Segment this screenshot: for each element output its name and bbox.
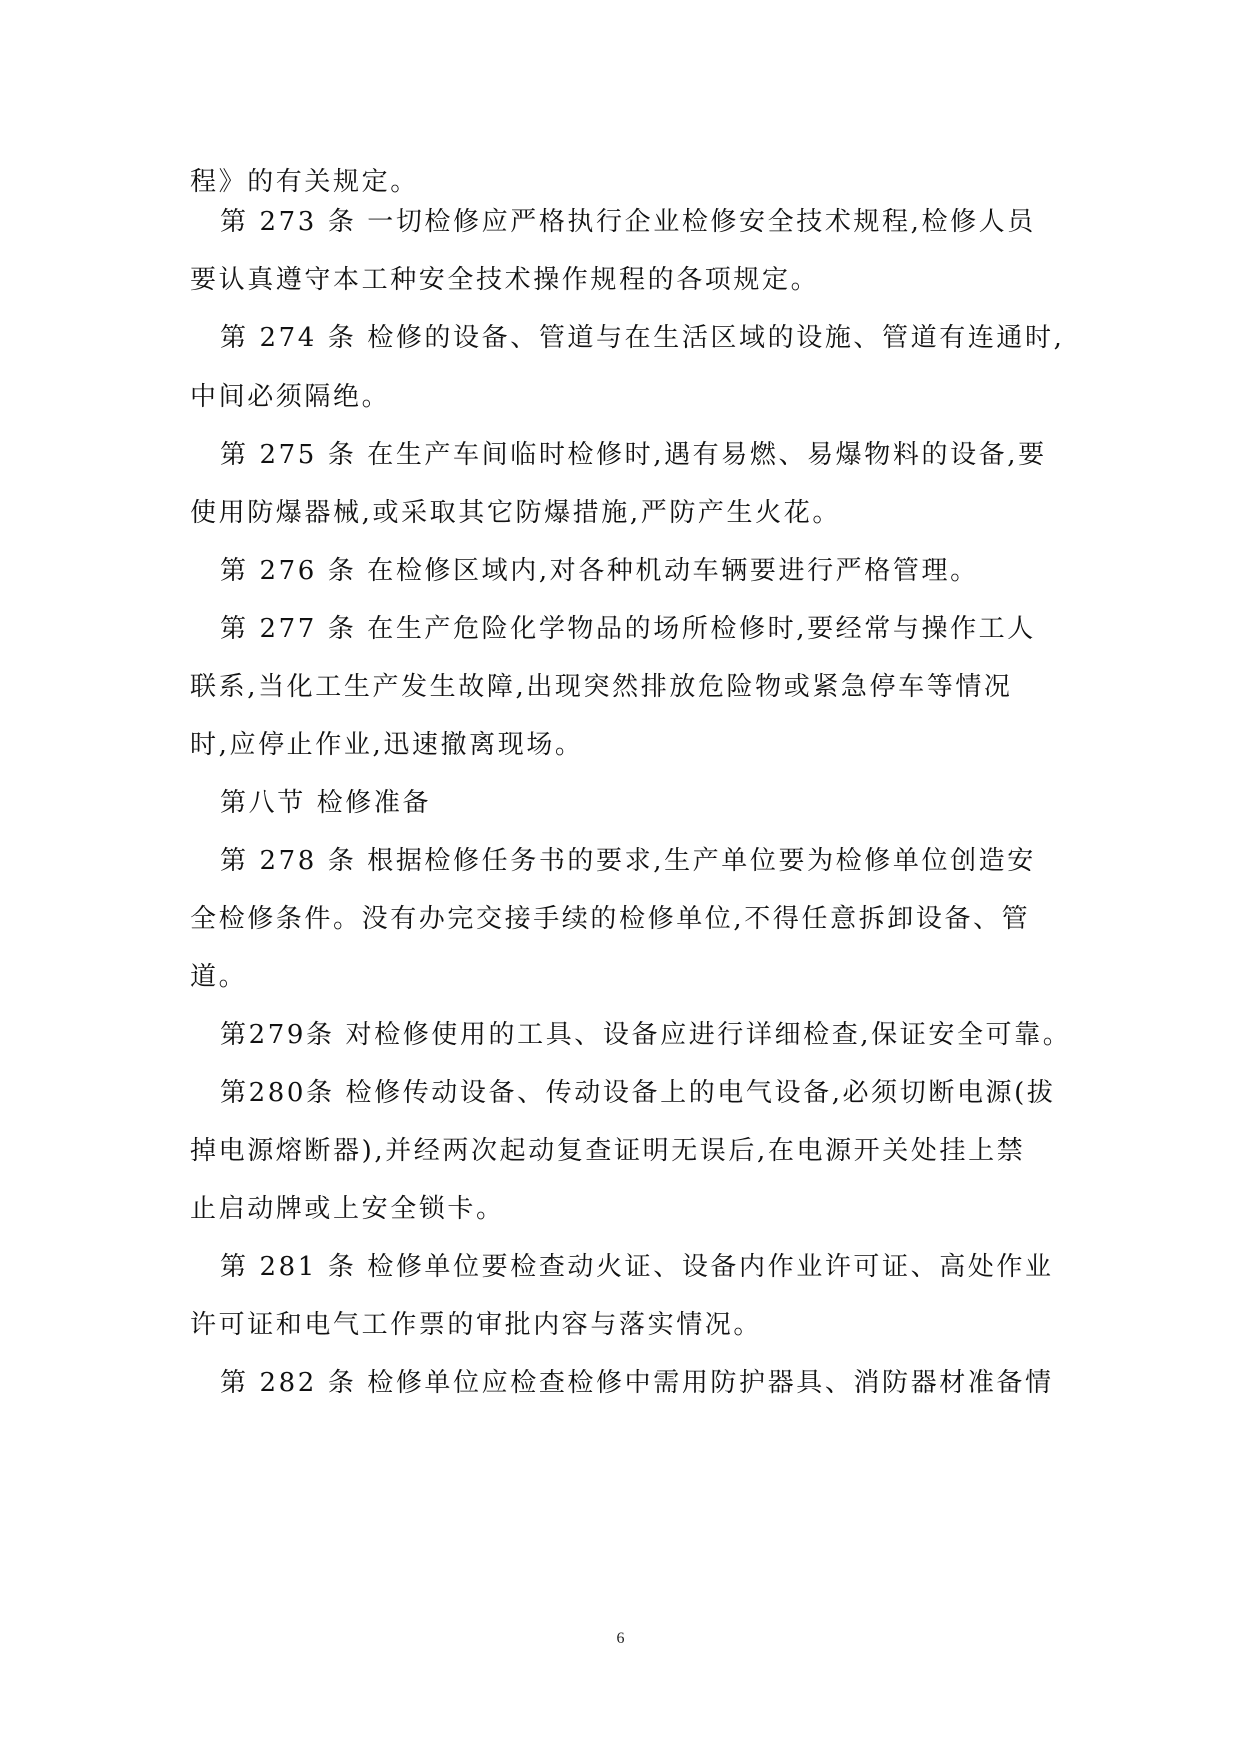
article-273-line-1: 第 273 条 一切检修应严格执行企业检修安全技术规程,检修人员	[220, 207, 1036, 237]
article-273-line-2: 要认真遵守本工种安全技术操作规程的各项规定。	[190, 265, 820, 295]
article-280-line-2: 掉电源熔断器),并经两次起动复查证明无误后,在电源开关处挂上禁	[190, 1136, 1026, 1166]
article-275-line-1: 第 275 条 在生产车间临时检修时,遇有易燃、易爆物料的设备,要	[220, 440, 1047, 470]
article-280-line-1: 第280条 检修传动设备、传动设备上的电气设备,必须切断电源(拔	[220, 1078, 1056, 1108]
article-277-line-2: 联系,当化工生产发生故障,出现突然排放危险物或紧急停车等情况	[190, 672, 1013, 702]
article-276-line-1: 第 276 条 在检修区域内,对各种机动车辆要进行严格管理。	[220, 556, 979, 586]
article-280-line-3: 止启动牌或上安全锁卡。	[190, 1194, 505, 1224]
article-277-line-1: 第 277 条 在生产危险化学物品的场所检修时,要经常与操作工人	[220, 614, 1036, 644]
article-278-line-1: 第 278 条 根据检修任务书的要求,生产单位要为检修单位创造安	[220, 846, 1036, 876]
article-282-line-1: 第 282 条 检修单位应检查检修中需用防护器具、消防器材准备情	[220, 1368, 1054, 1398]
article-281-line-2: 许可证和电气工作票的审批内容与落实情况。	[190, 1310, 763, 1340]
section-heading: 第八节 检修准备	[220, 788, 432, 818]
article-279-line-1: 第279条 对检修使用的工具、设备应进行详细检查,保证安全可靠。	[220, 1020, 1072, 1050]
article-278-line-2: 全检修条件。没有办完交接手续的检修单位,不得任意拆卸设备、管	[190, 904, 1031, 934]
page-number: 6	[616, 1630, 625, 1647]
article-277-line-3: 时,应停止作业,迅速撤离现场。	[190, 730, 584, 760]
article-275-line-2: 使用防爆器械,或采取其它防爆措施,严防产生火花。	[190, 498, 841, 528]
article-278-line-3: 道。	[190, 962, 248, 992]
article-281-line-1: 第 281 条 检修单位要检查动火证、设备内作业许可证、高处作业	[220, 1252, 1054, 1282]
article-274-line-2: 中间必须隔绝。	[190, 382, 391, 412]
text-line-1: 程》的有关规定。	[190, 167, 419, 197]
article-274-line-1: 第 274 条 检修的设备、管道与在生活区域的设施、管道有连通时,	[220, 323, 1065, 353]
